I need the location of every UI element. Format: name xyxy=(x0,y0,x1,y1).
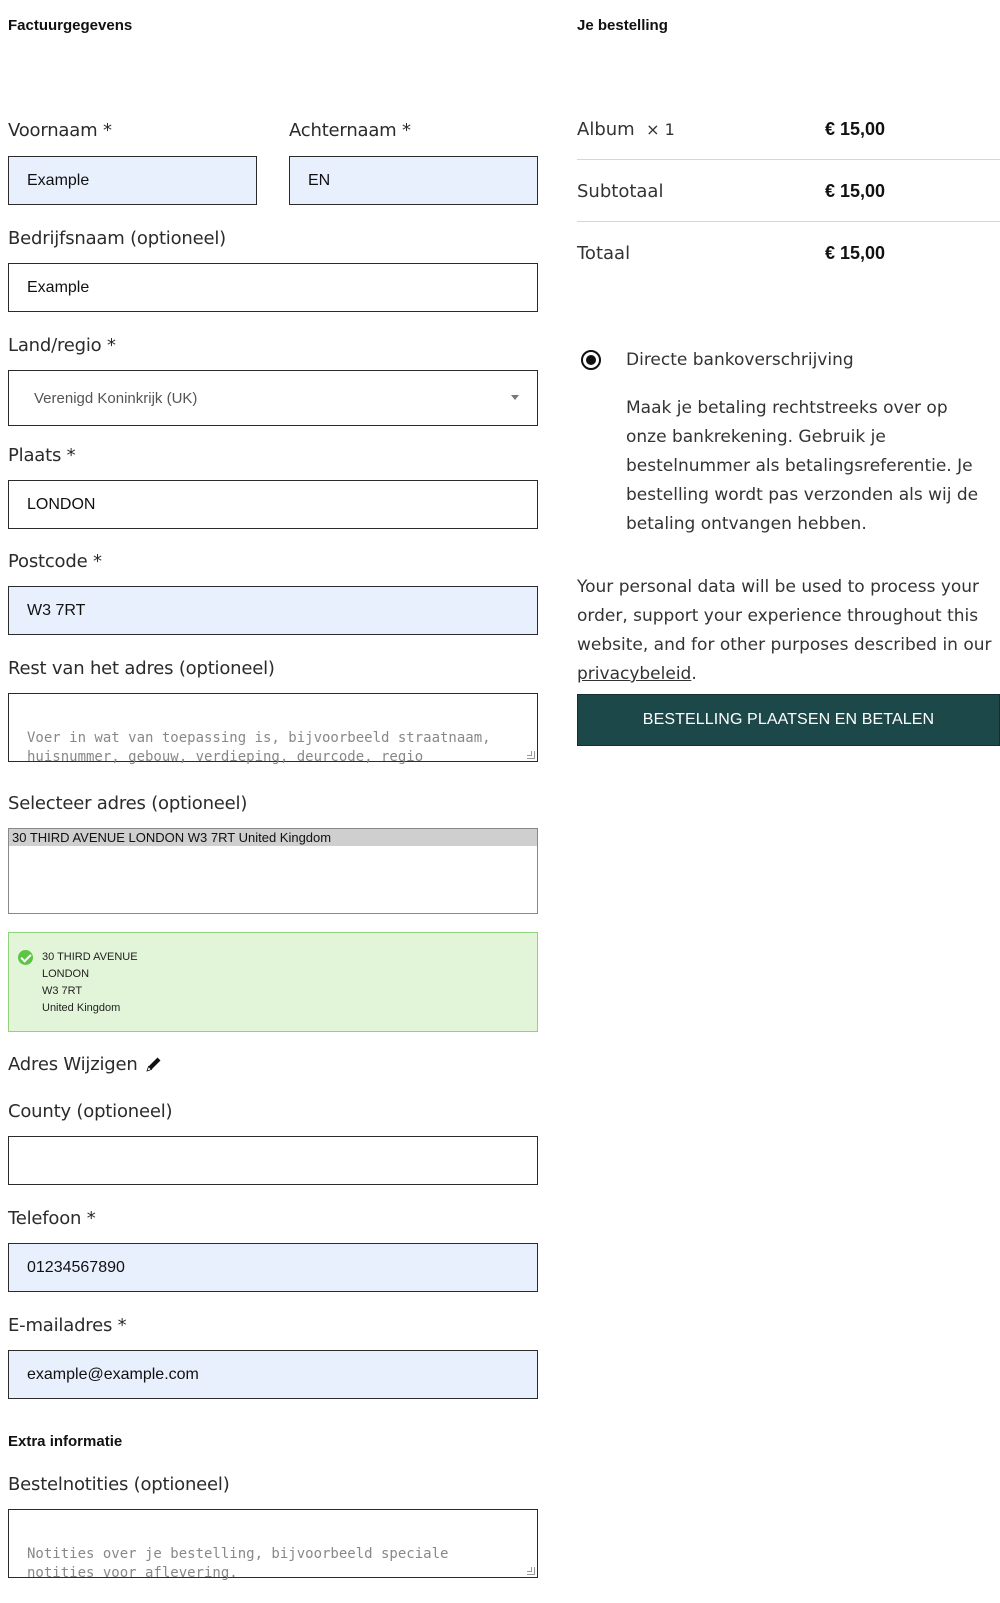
last-name-input[interactable]: EN xyxy=(289,156,538,205)
extra-info-heading: Extra informatie xyxy=(8,1433,123,1450)
county-label: County (optioneel) xyxy=(8,1101,173,1122)
address-rest-textarea[interactable] xyxy=(8,693,538,765)
privacy-notice xyxy=(577,573,1000,689)
confirmed-address-box xyxy=(8,932,538,1032)
confirmed-address-line4: United Kingdom xyxy=(42,1002,121,1014)
payment-description: Maak je betaling rechtstreeks over op onze bankrekening. Gebruik je bestelnummer als betalingsreferentie. Je bestelling wordt pas verzonden als wij de betaling ontvangen hebben. xyxy=(626,398,979,534)
pencil-icon[interactable] xyxy=(144,1054,164,1074)
select-address-listbox[interactable] xyxy=(8,828,538,914)
privacy-policy-link[interactable]: privacybeleid xyxy=(577,664,692,684)
city-label: Plaats * xyxy=(8,445,76,466)
order-item-price: € 15,00 xyxy=(825,119,886,139)
order-notes-textarea[interactable] xyxy=(8,1509,538,1581)
confirmed-address-line1: 30 THIRD AVENUE xyxy=(42,951,138,963)
last-name-label: Achternaam * xyxy=(289,120,411,141)
country-label: Land/regio * xyxy=(8,335,116,356)
phone-label: Telefoon * xyxy=(8,1208,96,1229)
order-item-name: Album xyxy=(577,119,635,140)
bank-transfer-radio[interactable] xyxy=(581,350,601,370)
address-rest-label: Rest van het adres (optioneel) xyxy=(8,658,275,679)
address-option[interactable]: 30 THIRD AVENUE LONDON W3 7RT United Kingdom xyxy=(9,829,537,846)
billing-heading: Factuurgegevens xyxy=(8,17,133,34)
divider xyxy=(577,221,1000,222)
place-order-button[interactable]: BESTELLING PLAATSEN EN BETALEN xyxy=(577,694,1000,746)
city-input[interactable]: LONDON xyxy=(8,480,538,529)
payment-method-label[interactable]: Directe bankoverschrijving xyxy=(626,350,854,370)
total-label: Totaal xyxy=(577,243,631,264)
first-name-input[interactable]: Example xyxy=(8,156,257,205)
divider xyxy=(577,159,1000,160)
first-name-label: Voornaam * xyxy=(8,120,112,141)
order-item-qty: × 1 xyxy=(646,120,675,139)
confirmed-address-line3: W3 7RT xyxy=(42,985,83,997)
subtotal-label: Subtotaal xyxy=(577,181,664,202)
change-address-label: Adres Wijzigen xyxy=(8,1054,138,1075)
order-heading: Je bestelling xyxy=(577,17,668,34)
company-label: Bedrijfsnaam (optioneel) xyxy=(8,228,227,249)
order-notes-label: Bestelnotities (optioneel) xyxy=(8,1474,230,1495)
resize-handle-icon[interactable] xyxy=(527,1567,535,1575)
phone-input[interactable]: 01234567890 xyxy=(8,1243,538,1292)
email-input[interactable]: example@example.com xyxy=(8,1350,538,1399)
order-notes-placeholder: Notities over je bestelling, bijvoorbeeld speciale notities voor aflevering. xyxy=(27,1546,449,1581)
check-circle-icon xyxy=(18,950,33,965)
resize-handle-icon[interactable] xyxy=(527,751,535,759)
privacy-text: Your personal data will be used to process your order, support your experience throughout this website, and for other purposes described in our xyxy=(577,577,992,655)
postcode-input[interactable]: W3 7RT xyxy=(8,586,538,635)
address-rest-placeholder: Voer in wat van toepassing is, bijvoorbeeld straatnaam, huisnummer, gebouw, verdieping, deurcode, regio xyxy=(27,730,491,765)
postcode-label: Postcode * xyxy=(8,551,102,572)
subtotal-value: € 15,00 xyxy=(825,181,886,201)
change-address-link[interactable] xyxy=(8,1054,138,1075)
select-address-label: Selecteer adres (optioneel) xyxy=(8,793,248,814)
county-input[interactable] xyxy=(8,1136,538,1185)
chevron-down-icon xyxy=(511,395,519,400)
company-input[interactable]: Example xyxy=(8,263,538,312)
country-select[interactable] xyxy=(8,370,538,426)
privacy-end: . xyxy=(691,664,697,684)
total-value: € 15,00 xyxy=(825,243,886,263)
country-select-value: Verenigd Koninkrijk (UK) xyxy=(34,389,198,407)
confirmed-address-line2: LONDON xyxy=(42,968,90,980)
email-label: E-mailadres * xyxy=(8,1315,127,1336)
